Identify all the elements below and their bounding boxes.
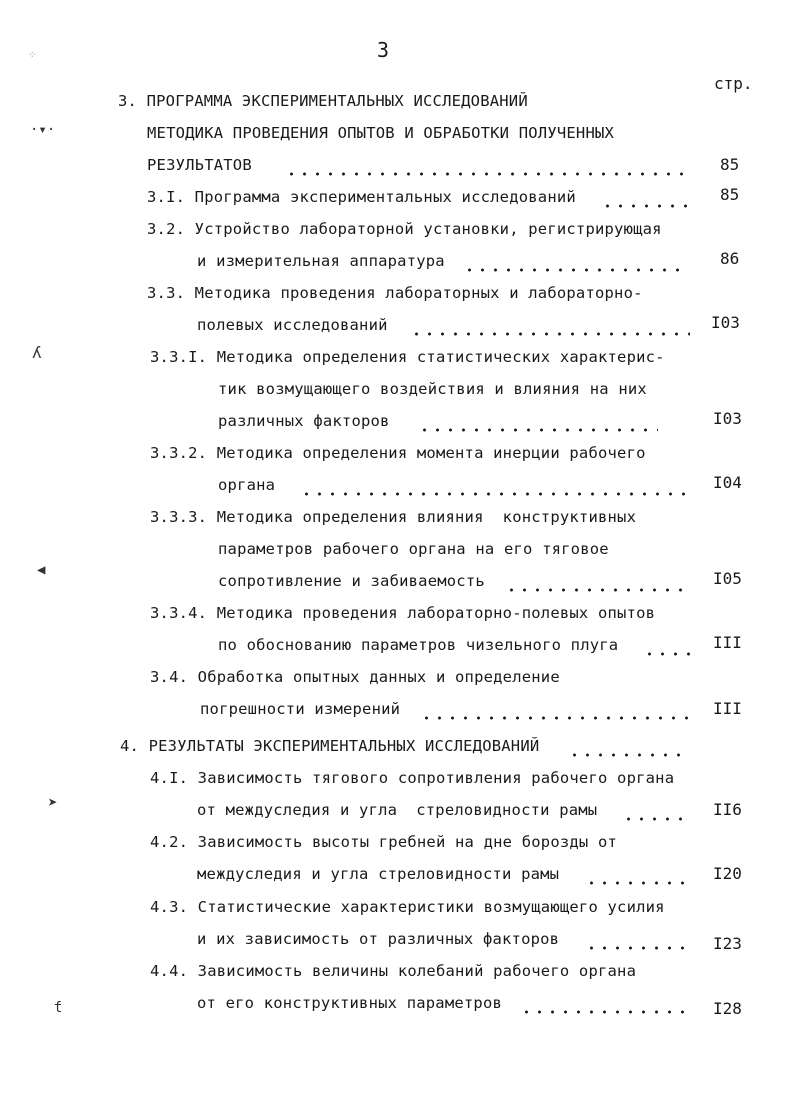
toc-page-number: I03 [713,409,742,428]
toc-page-number: I03 [711,313,740,332]
toc-line: сопротивление и забиваемость [218,572,485,590]
toc-line: 3.2. Устройство лабораторной установки, регистрирующая [147,220,662,238]
dot-leader [585,881,688,885]
toc-line: 3.3.I. Методика определения статистических характерис- [150,348,665,366]
dot-leader [585,946,688,950]
toc-line: междуследия и угла стреловидности рамы [197,865,560,883]
toc-line: органа [218,476,276,494]
toc-line: различных факторов [218,412,390,430]
toc-line: 3.3. Методика проведения лабораторных и лабораторно- [147,284,643,302]
toc-page-number: 85 [720,155,740,174]
scan-mark: ◀ [37,562,46,578]
toc-page-number: III [713,633,742,652]
toc-line: 3.I. Программа экспериментальных исследований [147,188,576,206]
page-column-label: стр. [714,74,753,93]
scan-mark: ·▾· [30,122,56,138]
scan-mark: ʎ [32,343,42,362]
toc-line: 4.4. Зависимость величины колебаний рабочего органа [150,962,637,980]
toc-line: от междуследия и угла стреловидности рамы [197,801,598,819]
toc-page-number: I04 [713,473,742,492]
scan-mark: ➤ [48,793,58,812]
toc-line: РЕЗУЛЬТАТОВ [147,156,252,174]
dot-leader [622,817,688,821]
scan-mark: ƭ [54,1000,63,1016]
dot-leader [420,716,690,720]
toc-page-number: I28 [713,999,742,1018]
toc-line: 4. РЕЗУЛЬТАТЫ ЭКСПЕРИМЕНТАЛЬНЫХ ИССЛЕДОВАНИЙ [120,737,540,755]
toc-line: 3.3.2. Методика определения момента инерции рабочего [150,444,646,462]
toc-line: 4.I. Зависимость тягового сопротивления рабочего органа [150,769,675,787]
toc-page-number: III [713,699,742,718]
toc-line: тик возмущающего воздействия и влияния на них [218,380,647,398]
toc-line: полевых исследований [197,316,388,334]
toc-page-number: I20 [713,864,742,883]
toc-page-number: 85 [720,185,740,204]
toc-page-number: I23 [713,934,742,953]
toc-line: 3. ПРОГРАММА ЭКСПЕРИМЕНТАЛЬНЫХ ИССЛЕДОВАНИЙ [118,92,528,110]
page-number: 3 [377,38,390,62]
dot-leader [643,652,690,656]
dot-leader [505,588,690,592]
dot-leader [300,492,690,496]
toc-line: и их зависимость от различных факторов [197,930,560,948]
toc-page-number: II6 [713,800,742,819]
scan-mark: ⁘ [28,50,37,61]
toc-line: 3.3.4. Методика проведения лабораторно-полевых опытов [150,604,656,622]
toc-line: МЕТОДИКА ПРОВЕДЕНИЯ ОПЫТОВ И ОБРАБОТКИ ПОЛУЧЕННЫХ [147,124,615,142]
toc-line: параметров рабочего органа на его тяговое [218,540,609,558]
toc-line: 3.3.3. Методика определения влияния конструктивных [150,508,637,526]
toc-line: от его конструктивных параметров [197,994,503,1012]
toc-line: 4.3. Статистические характеристики возмущающего усилия [150,898,665,916]
dot-leader [520,1010,688,1014]
toc-line: 3.4. Обработка опытных данных и определение [150,668,560,686]
toc-line: 4.2. Зависимость высоты гребней на дне борозды от [150,833,618,851]
toc-line: погрешности измерений [200,700,401,718]
toc-page-number: I05 [713,569,742,588]
dot-leader [601,204,687,208]
toc-line: по обоснованию параметров чизельного плуга [218,636,619,654]
dot-leader [418,428,658,432]
toc-line: и измерительная аппаратура [197,252,445,270]
dot-leader [285,172,687,176]
dot-leader [463,268,687,272]
dot-leader [568,753,690,757]
dot-leader [410,332,690,336]
toc-page-number: 86 [720,249,740,268]
